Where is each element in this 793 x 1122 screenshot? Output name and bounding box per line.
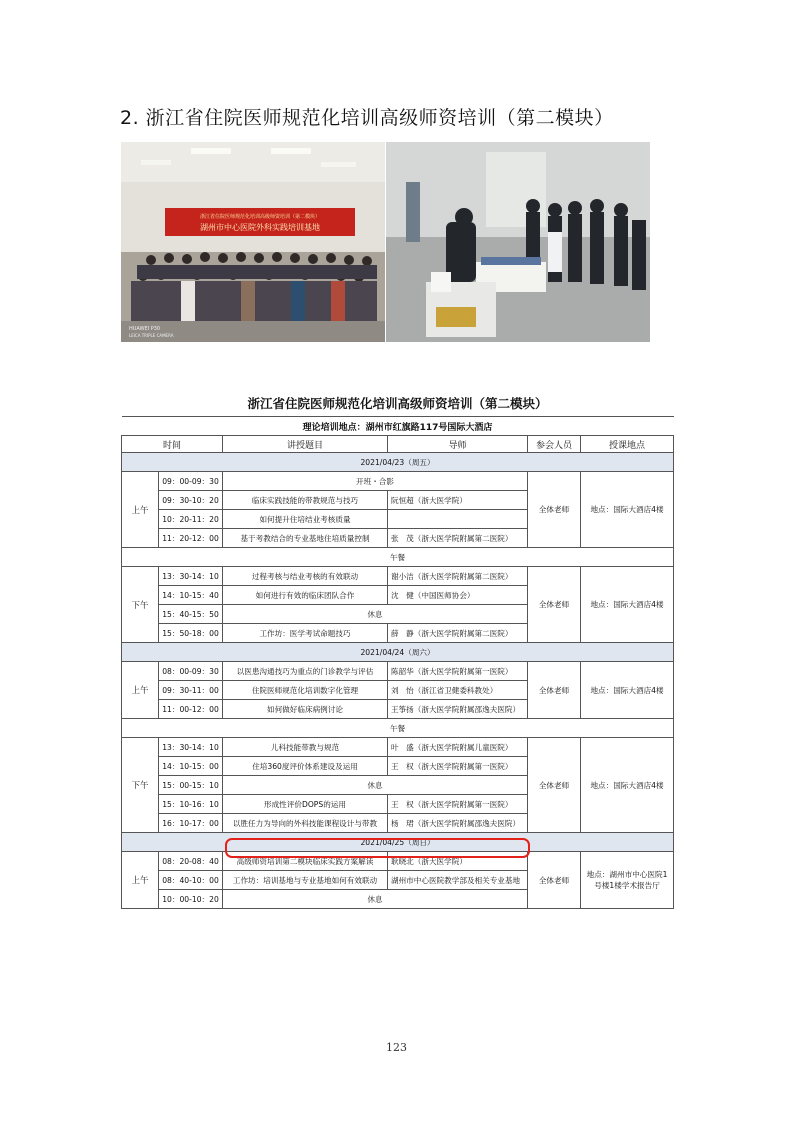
date-cell: 2021/04/24（周六）: [122, 643, 674, 662]
header-place: 授课地点: [581, 436, 674, 453]
attendees-cell: 全体老师: [528, 472, 581, 548]
time-cell: 13：30-14：10: [159, 567, 223, 586]
tutor-cell: 王 权（浙大医学院附属第一医院）: [388, 795, 528, 814]
place-cell: 地点：国际大酒店4楼: [581, 567, 674, 643]
time-cell: 10：20-11：20: [159, 510, 223, 529]
topic-cell: 工作坊：医学考试命题技巧: [223, 624, 388, 643]
session-cell: 上午: [122, 852, 159, 909]
time-cell: 11：20-12：00: [159, 529, 223, 548]
topic-cell: 形成性评价DOPS的运用: [223, 795, 388, 814]
date-row: [122, 453, 674, 472]
time-cell: 09：30-11：00: [159, 681, 223, 700]
topic-cell: 过程考核与结业考核的有效联动: [223, 567, 388, 586]
topic-cell: 如何进行有效的临床团队合作: [223, 586, 388, 605]
training-photo: [386, 142, 650, 342]
header-topic: 讲授题目: [223, 436, 388, 453]
date-cell: 2021/04/25（周日）: [122, 833, 674, 852]
time-cell: 16：10-17：00: [159, 814, 223, 833]
attendees-cell: 全体老师: [528, 738, 581, 833]
topic-cell: 如何做好临床病例讨论: [223, 700, 388, 719]
date-cell: 2021/04/23（周五）: [122, 453, 674, 472]
break-cell: 午餐: [122, 548, 674, 567]
time-cell: 09：30-10：20: [159, 491, 223, 510]
tutor-cell: 耿晓北（浙大医学院）: [388, 852, 528, 871]
time-cell: 14：10-15：40: [159, 586, 223, 605]
tutor-cell: 张 茂（浙大医学院附属第二医院）: [388, 529, 528, 548]
topic-cell: 基于考教结合的专业基地住培质量控制: [223, 529, 388, 548]
topic-cell: 住院医师规范化培训数字化管理: [223, 681, 388, 700]
attendees-cell: 全体老师: [528, 852, 581, 909]
time-cell: 15：00-15：10: [159, 776, 223, 795]
time-cell: 14：10-15：00: [159, 757, 223, 776]
group-photo: [121, 142, 385, 342]
table-row: [122, 738, 674, 757]
header-tutor: 导师: [388, 436, 528, 453]
table-row: [122, 852, 674, 871]
time-cell: 08：20-08：40: [159, 852, 223, 871]
place-cell: 地点：湖州市中心医院1号楼1楼学术报告厅: [581, 852, 674, 909]
time-cell: 08：00-09：30: [159, 662, 223, 681]
topic-cell: 工作坊：培训基地与专业基地如何有效联动: [223, 871, 388, 890]
time-cell: 08：40-10：00: [159, 871, 223, 890]
schedule-table: [121, 390, 673, 909]
topic-cell: 临床实践技能的带教规范与技巧: [223, 491, 388, 510]
time-cell: 10：00-10：20: [159, 890, 223, 909]
time-cell: 15：50-18：00: [159, 624, 223, 643]
tutor-cell: 谢小洁（浙大医学院附属第二医院）: [388, 567, 528, 586]
topic-cell: 休息: [223, 776, 528, 795]
tutor-cell: 刘 怡（浙江省卫健委科教处）: [388, 681, 528, 700]
tutor-cell: 阮恒超（浙大医学院）: [388, 491, 528, 510]
watermark-line1: HUAWEI P30: [129, 326, 161, 332]
session-cell: 下午: [122, 567, 159, 643]
topic-cell: 休息: [223, 890, 528, 909]
attendees-cell: 全体老师: [528, 662, 581, 719]
date-row: [122, 643, 674, 662]
date-row: [122, 833, 674, 852]
banner-line2: 湖州市中心医院外科实践培训基地: [200, 223, 320, 232]
tutor-cell: 陈韶华（浙大医学院附属第一医院）: [388, 662, 528, 681]
topic-cell: 休息: [223, 605, 528, 624]
watermark-line2: LEICA TRIPLE CAMERA: [129, 333, 174, 338]
break-row: [122, 548, 674, 567]
break-row: [122, 719, 674, 738]
table-row: [122, 567, 674, 586]
topic-cell: 开班・合影: [223, 472, 528, 491]
topic-cell: 以胜任力为导向的外科技能课程设计与带教: [223, 814, 388, 833]
banner-line1: 浙江省住院医师规范化培训高级师资培训（第二模块）: [199, 214, 321, 220]
place-cell: 地点：国际大酒店4楼: [581, 472, 674, 548]
tutor-cell: 杨 珺（浙大医学院附属邵逸夫医院）: [388, 814, 528, 833]
tutor-cell: [388, 510, 528, 529]
place-cell: 地点：国际大酒店4楼: [581, 738, 674, 833]
table-row: [122, 662, 674, 681]
break-cell: 午餐: [122, 719, 674, 738]
session-cell: 上午: [122, 662, 159, 719]
time-cell: 15：40-15：50: [159, 605, 223, 624]
page-number: 123: [386, 1041, 407, 1054]
header-attendees: 参会人员: [528, 436, 581, 453]
topic-cell: 如何提升住培结业考核质量: [223, 510, 388, 529]
session-cell: 上午: [122, 472, 159, 548]
tutor-cell: 叶 盛（浙大医学院附属儿童医院）: [388, 738, 528, 757]
topic-cell: 儿科技能带教与规范: [223, 738, 388, 757]
tutor-cell: 王 权（浙大医学院附属第一医院）: [388, 757, 528, 776]
table-row: [122, 472, 674, 491]
attendees-cell: 全体老师: [528, 567, 581, 643]
tutor-cell: 湖州市中心医院教学部及相关专业基地: [388, 871, 528, 890]
tutor-cell: 薛 静（浙大医学院附属第二医院）: [388, 624, 528, 643]
place-cell: 地点：国际大酒店4楼: [581, 662, 674, 719]
section-heading: 2. 浙江省住院医师规范化培训高级师资培训（第二模块）: [120, 107, 614, 129]
topic-cell: 高级师资培训第二模块临床实践方案解读: [223, 852, 388, 871]
time-cell: 11：00-12：00: [159, 700, 223, 719]
session-cell: 下午: [122, 738, 159, 833]
header-time: 时间: [122, 436, 223, 453]
tutor-cell: 王筝扬（浙大医学院附属邵逸夫医院）: [388, 700, 528, 719]
time-cell: 15：10-16：10: [159, 795, 223, 814]
tutor-cell: 沈 健（中国医师协会）: [388, 586, 528, 605]
topic-cell: 住培360度评价体系建设及运用: [223, 757, 388, 776]
table-title: 浙江省住院医师规范化培训高级师资培训（第二模块）: [247, 396, 548, 411]
time-cell: 09：00-09：30: [159, 472, 223, 491]
topic-cell: 以医患沟通技巧为重点的门诊教学与评估: [223, 662, 388, 681]
time-cell: 13：30-14：10: [159, 738, 223, 757]
table-location: 理论培训地点：湖州市红旗路117号国际大酒店: [122, 417, 674, 436]
